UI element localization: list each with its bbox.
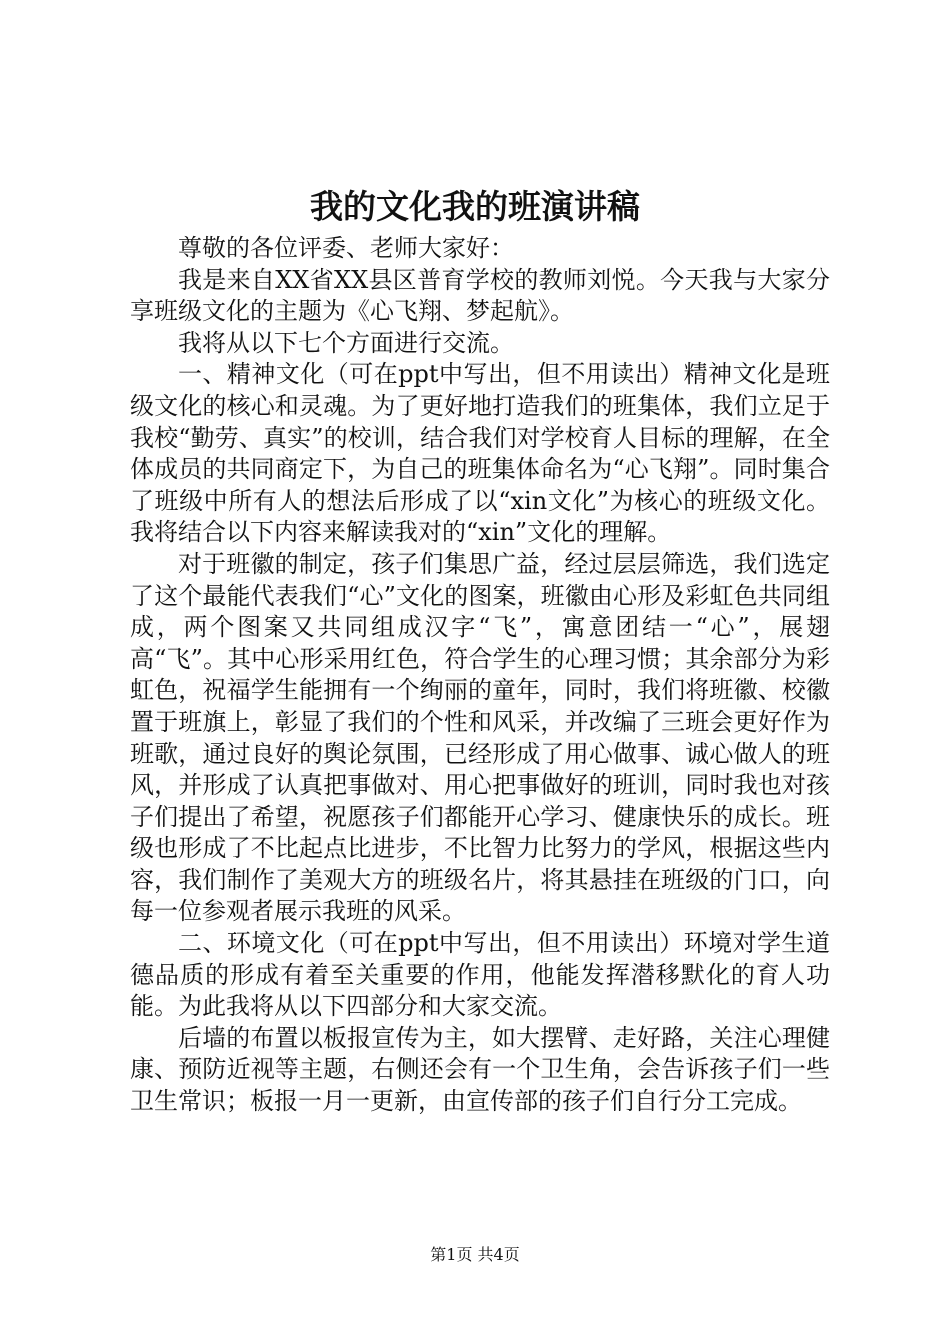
paragraph-spiritual-culture: 一、精神文化（可在ppt中写出，但不用读出）精神文化是班级文化的核心和灵魂。为了更好地打造我们的班集体，我们立足于我校“勤劳、真实”的校训，结合我们对学校育人目标的理解，在全体成员的共同商定下，为自己的班集体命名为“心飞翔”。同时集合了班级中所有人的想法后形成了以“xin文化”为核心的班级文化。我将结合以下内容来解读我对的“xin”文化的理解。 [130,360,830,547]
paragraph-class-emblem: 对于班徽的制定，孩子们集思广益，经过层层筛选，我们选定了这个最能代表我们“心”文化的图案，班徽由心形及彩虹色共同组成，两个图案又共同组成汉字“飞”，寓意团结一“心”，展翅高“飞”。其中心形采用红色，符合学生的心理习惯；其余部分为彩虹色，祝福学生能拥有一个绚丽的童年，同时，我们将班徽、校徽置于班旗上，彰显了我们的个性和风采，并改编了三班会更好作为班歌，通过良好的舆论氛围，已经形成了用心做事、诚心做人的班风，并形成了认真把事做对、用心把事做好的班训，同时我也对孩子们提出了希望，祝愿孩子们都能开心学习、健康快乐的成长。班级也形成了不比起点比进步，不比智力比努力的学风，根据这些内容，我们制作了美观大方的班级名片，将其悬挂在班级的门口，向每一位参观者展示我班的风采。 [130,549,830,926]
paragraph-back-wall: 后墙的布置以板报宣传为主，如大摆臂、走好路，关注心理健康、预防近视等主题，右侧还会有一个卫生角，会告诉孩子们一些卫生常识；板报一月一更新，由宣传部的孩子们自行分工完成。 [130,1023,830,1116]
paragraph-greeting: 尊敬的各位评委、老师大家好： [178,234,514,262]
paragraph-outline: 我将从以下七个方面进行交流。 [178,328,514,357]
document-body [130,233,830,1118]
paragraph-environment-culture: 二、环境文化（可在ppt中写出，但不用读出）环境对学生道德品质的形成有着至关重要的作用，他能发挥潜移默化的育人功能。为此我将从以下四部分和大家交流。 [130,929,830,1021]
page-footer: 第1页 共4页 [430,1245,520,1264]
paragraph-introduction: 我是来自XX省XX县区普育学校的教师刘悦。今天我与大家分享班级文化的主题为《心飞翔、梦起航》。 [130,265,830,326]
document-title: 我的文化我的班演讲稿 [310,187,640,226]
